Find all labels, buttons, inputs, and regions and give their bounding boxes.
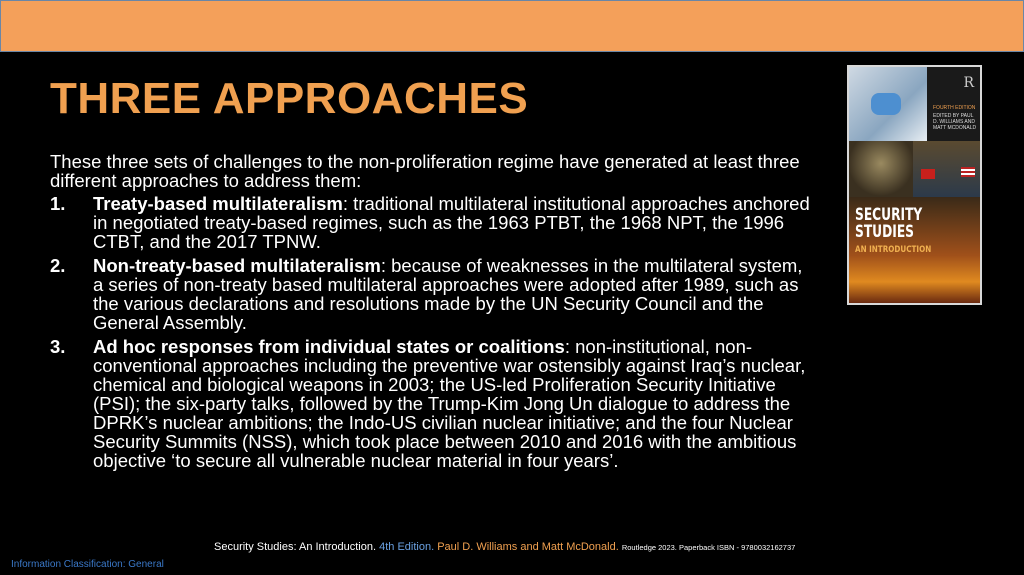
header-bar [0,0,1024,52]
book-citation [214,541,795,553]
cover-edition: FOURTH EDITION [933,105,976,111]
slide-body [50,152,810,475]
cover-subtitle: AN INTRODUCTION [855,245,932,255]
citation-authors: Paul D. Williams and Matt McDonald. [437,541,619,553]
item-number: 3. [50,336,66,357]
item-text: : traditional multilateral institutional approaches anchored in negotiated treaty-based regimes, such as the 1963 PTBT, the 1968 NPT, the 1996 CTBT, and the 2017 TPNW. [93,193,810,252]
item-text: : non-institutional, non-conventional approaches including the preventive war ostensibly against Iraq’s nuclear, chemical and biological weapons in 2003; the US-led Proliferation Security Initiative (PSI); the six-party talks, followed by the Trump-Kim Jong Un dialogue to address the DPRK’s nuclear ambitions; the Indo-US civilian nuclear initiative; and the four Nuclear Security Summits (NSS), which took place between 2010 and 2016 with the ambitious objective ‘to secure all vulnerable nuclear material in four years’. [93,336,806,471]
item-lead: Ad hoc responses from individual states or coalitions [93,336,565,357]
item-number: 2. [50,255,66,276]
approaches-list [50,194,810,470]
slide-title: THREE APPROACHES [50,74,529,123]
item-number: 1. [50,193,66,214]
citation-title: Security Studies: An Introduction. [214,541,377,553]
flag-icon [961,167,975,177]
book-cover-image [847,65,982,305]
classification-label: Information Classification: General [11,559,164,570]
intro-text: These three sets of challenges to the non-proliferation regime have generated at least three different approaches to address them: [50,151,800,191]
cover-title: SECURITY STUDIES [855,205,923,242]
citation-edition: 4th Edition. [379,541,435,553]
item-text: : because of weaknesses in the multilateral system, a series of non-treaty based multilateral approaches were adopted after 1989, such as the various declarations and resolutions made by the UN Security Council and the General Assembly. [93,255,803,333]
cover-photo-virus [849,141,913,197]
list-item [50,194,810,251]
publisher-logo: R [963,75,974,91]
item-lead: Non-treaty-based multilateralism [93,255,381,276]
item-lead: Treaty-based multilateralism [93,193,343,214]
cover-editors: EDITED BY PAUL D. WILLIAMS AND MATT MCDONALD [933,113,977,131]
citation-publisher: Routledge 2023. Paperback ISBN - 9780032162737 [621,543,796,552]
list-item [50,256,810,332]
list-item [50,337,810,470]
cover-mask-shape [871,93,901,115]
flag-icon [921,169,935,179]
